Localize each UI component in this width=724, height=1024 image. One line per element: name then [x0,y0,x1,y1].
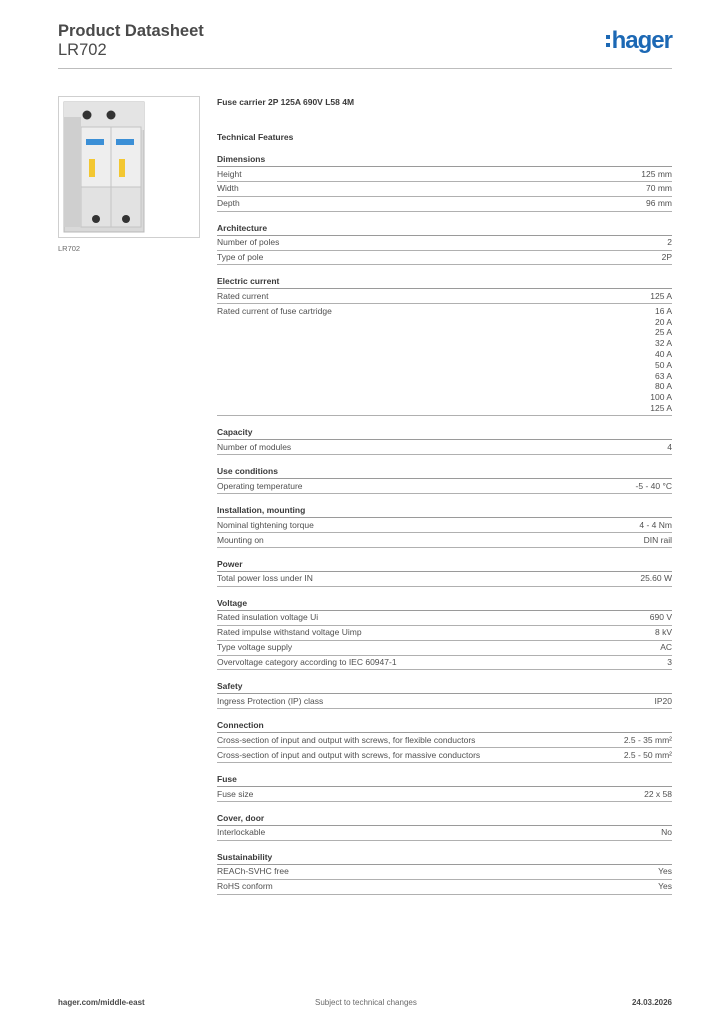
spec-row [217,533,672,548]
page-title: Product Datasheet [58,22,204,40]
section-use-conditions [217,466,672,494]
spec-row [217,748,672,763]
spec-value: 125 A [650,403,672,414]
section-safety [217,681,672,709]
spec-value: 125 mm [641,168,672,179]
spec-value: 25 A [654,327,672,338]
spec-label: Rated current [217,290,269,301]
spec-value: 80 A [654,381,672,392]
spec-row [217,656,672,671]
section-connection [217,720,672,763]
spec-row [217,182,672,197]
spec-row [217,733,672,748]
spec-value: Yes [658,881,672,892]
spec-row [217,440,672,455]
spec-label: Cross-section of input and output with screws, for flexible conductors [217,734,476,745]
spec-row [217,251,672,266]
spec-value: 2.5 - 50 mm² [623,749,672,760]
spec-value: IP20 [654,695,672,706]
spec-label: Mounting on [217,534,264,545]
spec-value: 2 [667,237,672,248]
spec-label: Number of modules [217,441,292,452]
spec-label: Rated insulation voltage Ui [217,612,319,623]
spec-label: Nominal tightening torque [217,519,314,530]
product-reference: LR702 [58,41,107,59]
spec-value-list [650,306,672,414]
spec-value: Yes [658,866,672,877]
section-heading: Safety [217,681,672,694]
spec-label: RoHS conform [217,881,273,892]
footer-date: 24.03.2026 [631,998,672,1007]
spec-value: No [661,827,672,838]
section-heading: Installation, mounting [217,505,672,518]
section-heading: Connection [217,720,672,733]
spec-row [217,197,672,212]
spec-value: 3 [667,657,672,668]
feature-sections [217,154,672,895]
section-architecture [217,223,672,266]
section-voltage [217,598,672,671]
spec-row [217,641,672,656]
spec-label: Rated impulse withstand voltage Uimp [217,627,362,638]
spec-value: 4 - 4 Nm [639,519,672,530]
logo-text: hager [611,27,672,54]
spec-value: 40 A [654,349,672,360]
spec-value: 690 V [649,612,672,623]
spec-value: 50 A [654,359,672,370]
spec-row [217,626,672,641]
spec-label: Number of poles [217,237,280,248]
spec-row [217,518,672,533]
product-image [58,96,200,238]
footer-website: hager.com/middle-east [58,998,145,1007]
section-heading: Sustainability [217,852,672,865]
section-capacity [217,427,672,455]
spec-row [217,167,672,182]
section-heading: Electric current [217,276,672,289]
section-installation-mounting [217,505,672,548]
spec-value: 125 A [650,290,672,301]
fuse-carrier-icon [59,97,199,237]
spec-label: Depth [217,198,240,209]
footer-note: Subject to technical changes [315,998,417,1007]
spec-label: Overvoltage category according to IEC 60947-1 [217,657,397,668]
spec-label: Width [217,183,239,194]
spec-value: 4 [667,441,672,452]
section-electric-current [217,276,672,416]
section-heading: Voltage [217,598,672,611]
spec-row [217,572,672,587]
technical-features-title: Technical Features [217,132,294,142]
spec-row [217,304,672,416]
spec-label: Ingress Protection (IP) class [217,695,324,706]
spec-row [217,787,672,802]
section-heading: Power [217,559,672,572]
technical-content [217,96,672,895]
spec-label: Height [217,168,242,179]
hager-logo [606,27,672,55]
section-heading: Use conditions [217,466,672,479]
spec-value: 20 A [654,316,672,327]
spec-value: 8 kV [654,627,672,638]
spec-value: 2P [661,252,672,263]
spec-value: 22 x 58 [644,788,672,799]
spec-row [217,479,672,494]
spec-value: 16 A [654,305,672,316]
section-dimensions [217,154,672,212]
spec-row [217,880,672,895]
spec-label: Cross-section of input and output with screws, for massive conductors [217,749,481,760]
spec-value: AC [660,642,672,653]
spec-row [217,236,672,251]
spec-value: 96 mm [646,198,672,209]
spec-label: Type voltage supply [217,642,293,653]
section-heading: Cover, door [217,813,672,826]
spec-value: 100 A [650,392,672,403]
spec-label: Total power loss under IN [217,573,313,584]
section-heading: Architecture [217,223,672,236]
spec-value: DIN rail [643,534,672,545]
section-heading: Dimensions [217,154,672,167]
spec-label: Type of pole [217,252,264,263]
logo-dots-icon [606,35,610,47]
spec-label: REACh-SVHC free [217,866,289,877]
spec-value: 2.5 - 35 mm² [623,734,672,745]
section-sustainability [217,852,672,895]
spec-label: Operating temperature [217,480,303,491]
product-name: Fuse carrier 2P 125A 690V L58 4M [217,97,355,107]
spec-row [217,865,672,880]
spec-row [217,289,672,304]
section-heading: Fuse [217,774,672,787]
product-image-caption: LR702 [58,244,81,253]
section-fuse [217,774,672,802]
spec-row [217,611,672,626]
section-power [217,559,672,587]
spec-value: 70 mm [646,183,672,194]
spec-value: -5 - 40 °C [635,480,672,491]
section-cover-door [217,813,672,841]
spec-value: 63 A [654,370,672,381]
spec-value: 25.60 W [640,573,672,584]
spec-label: Interlockable [217,827,266,838]
spec-label: Rated current of fuse cartridge [217,305,332,316]
spec-row [217,694,672,709]
spec-label: Fuse size [217,788,254,799]
section-heading: Capacity [217,427,672,440]
spec-row [217,826,672,841]
page-header [58,20,672,70]
spec-value: 32 A [654,338,672,349]
header-divider [58,68,672,69]
